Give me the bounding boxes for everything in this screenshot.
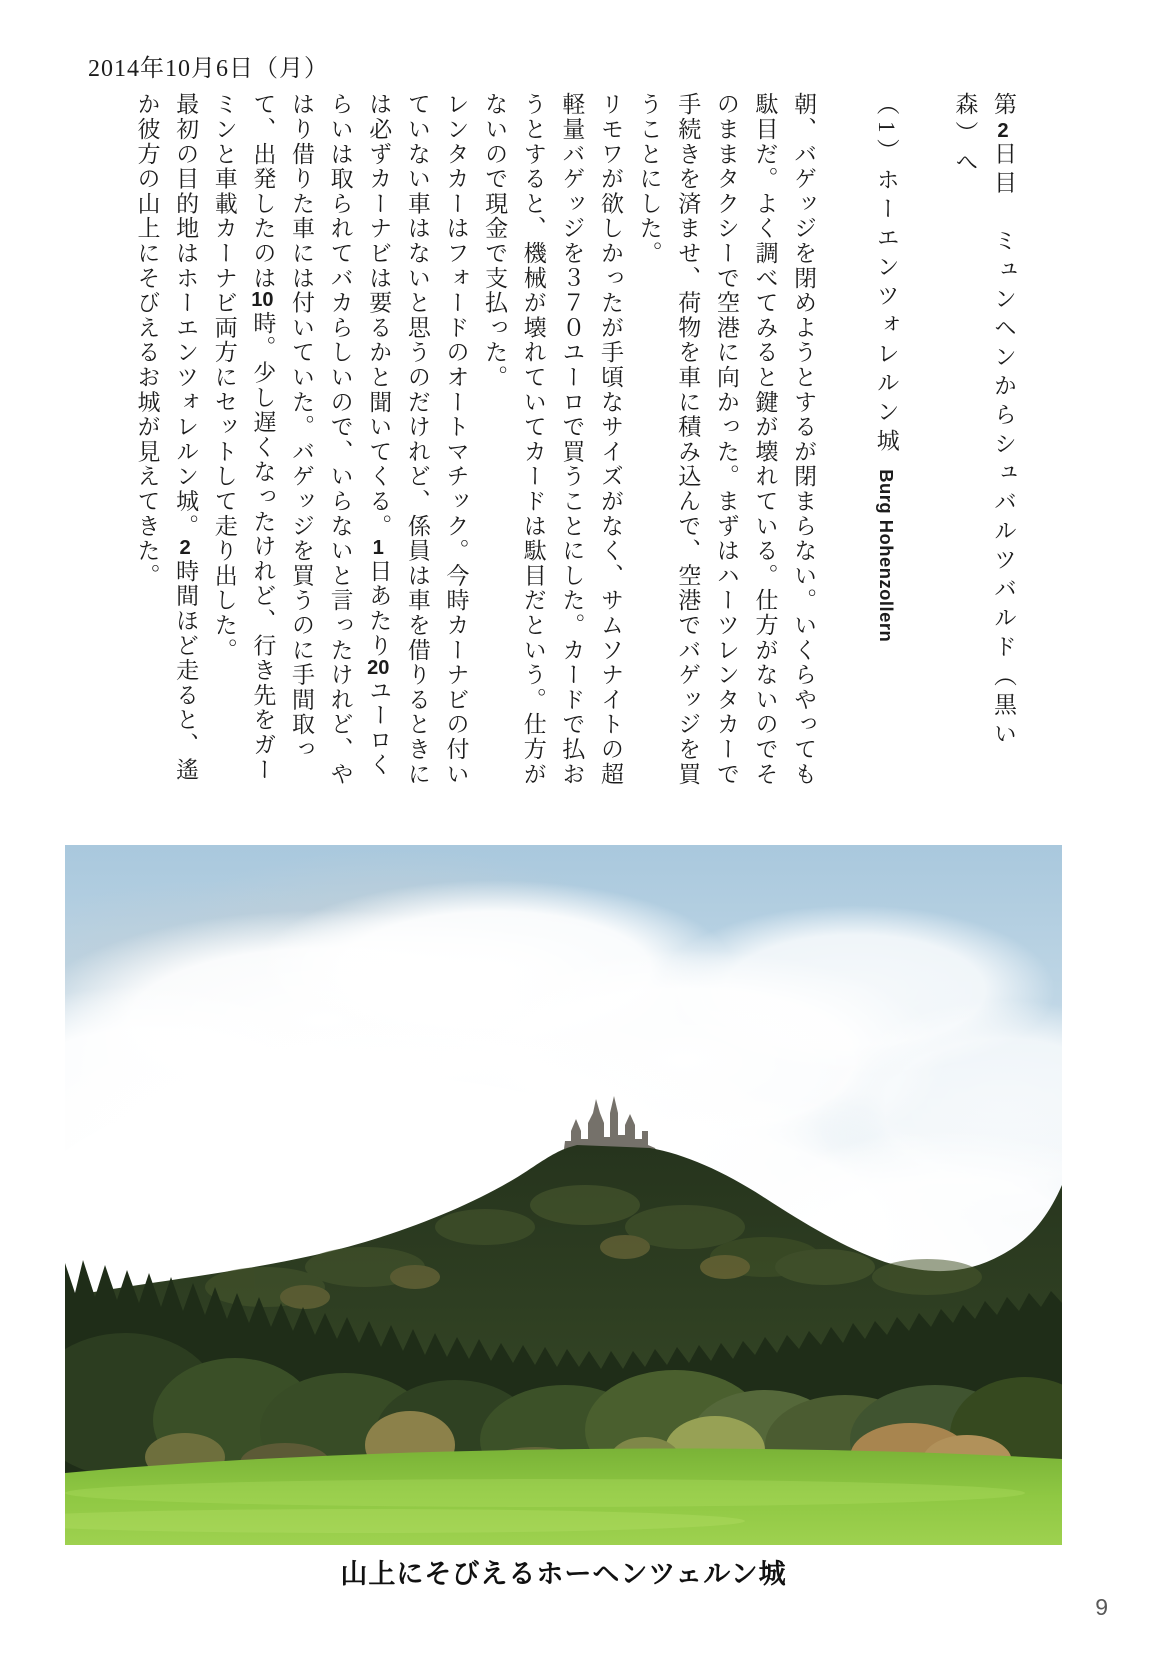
page-number: 9 (1095, 1594, 1108, 1620)
upright-number: 1 (372, 538, 384, 559)
latin-text: Burg Hohenzollern (875, 469, 897, 643)
section-heading: （1）ホーエンツォレルン城 Burg Hohenzollern (873, 92, 899, 643)
paragraph: リモワが欲しかったが手頃なサイズがなく、サムソナイトの超軽量バゲッジを３７０ユーロで買うことにした。カードで払おうとすると、機械が壊れていてカードは駄目だという。仕方がないので現金で支払った。 (482, 92, 623, 787)
date-label: 2014年10月6日（月） (88, 56, 329, 82)
paragraph: 朝、バゲッジを閉めようとするが閉まらない。いくらやっても駄目だ。よく調べてみると鍵が壊れている。仕方がないのでそのままタクシーで空港に向かった。まずはハーツレンタカーで手続きを済ませ、荷物を車に積み込んで、空港でバゲッジを買うことにした。 (636, 92, 817, 787)
article-title: 第2日目 ミュンヘンからシュバルツバルド（黒い森）へ (952, 92, 1016, 751)
hohenzollern-photo (65, 845, 1062, 1545)
upright-number: 20 (367, 657, 390, 679)
upright-number: 2 (179, 538, 191, 559)
paragraph: 最初の目的地はホーエンツォレルン城。2時間ほど走ると、遙か彼方の山上にそびえるお城が見えてきた。 (134, 92, 199, 782)
paragraph: レンタカーはフォードのオートマチック。今時カーナビの付いていない車はないと思うのだけれど、係員は車を借りるときには必ずカーナビは要るかと聞いてくる。1日あたり20ユーロくらいは取られてバカらしいので、いらないと言ったけれど、やはり借りた車には付いていた。バゲッジを買うのに手間取って、出発したのは10時。少し遅くなったけれど、行き先をガーミンと車載カーナビ両方にセットして走り出した。 (211, 92, 469, 787)
upright-number: 2 (997, 121, 1009, 142)
article-body (127, 92, 1022, 788)
paragraph-block (127, 92, 822, 788)
meadow (65, 1448, 1062, 1545)
travel-photo (65, 845, 1062, 1545)
upright-number: 10 (251, 290, 274, 311)
photo-caption: 山上にそびえるホーヘンツェルン城 (340, 1559, 787, 1589)
